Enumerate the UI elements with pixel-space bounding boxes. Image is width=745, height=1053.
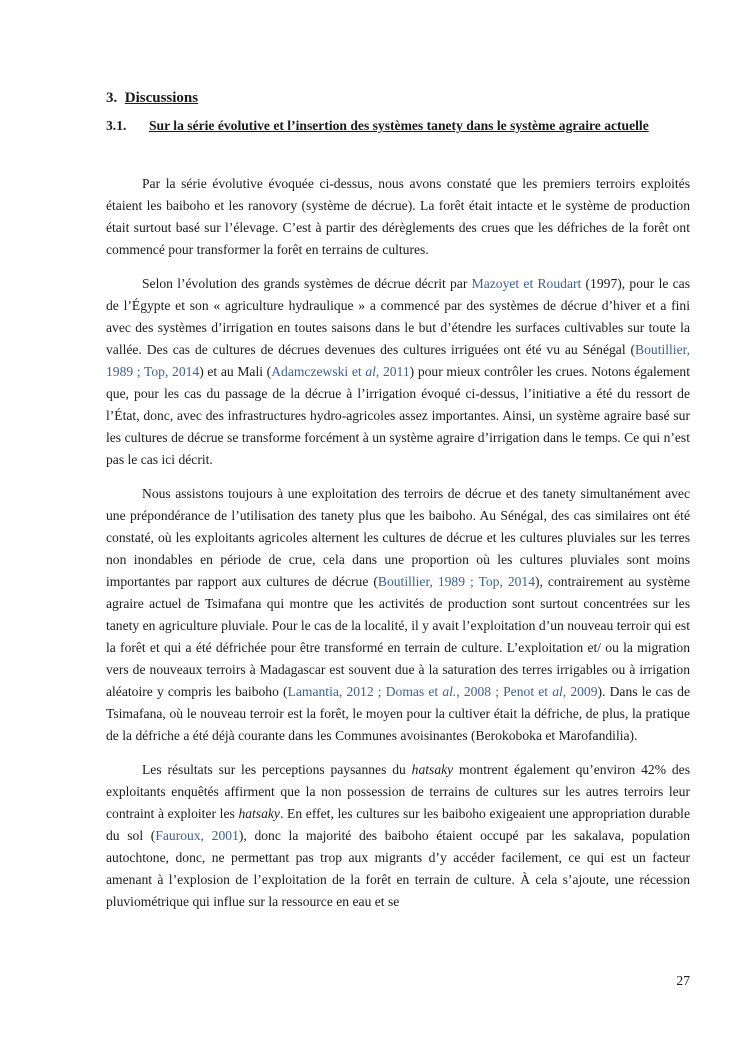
citation-text: , 2011 [375,364,410,379]
body-text [106,173,690,925]
subsection-title: Sur la série évolutive et l’insertion des systèmes tanety dans le système agraire actuelle [149,118,649,133]
paragraph-text: ) et au Mali ( [199,364,272,379]
paragraph-text: ), contrairement au système agraire actuel de Tsimafana qui montre que les activités de production sont surtout concentrées sur les tanety en agriculture pluviale. Pour le cas de la localité, il y avait l’exploitation d’un nouveau terroir qui est la forêt et qui a été défrichée pour être transformé en terrain de culture. L’exploitation et/ ou la migration vers de nouveaux terroirs à Madagascar est souvent due à la saturation des terres irrigables ou à irrigation aléatoire y compris les baiboho ( [106,574,691,699]
paragraph-text: Nous assistons toujours à une exploitation des terroirs de décrue et des tanety simultanément avec une prépondérance de l’utilisation des tanety plus que les baiboho. Au Sénégal, des cas similaires ont été constaté, où les exploitants agricoles alternent les cultures de décrue et les cultures pluviales sur les terres non inondables en période de crue, cela dans une proportion où les cultures pluviales sont moins importantes par rapport aux cultures de décrue ( [106,486,690,589]
paragraph-3 [106,483,690,747]
paragraph-2 [106,273,690,471]
citation-text: Adamczewski et [271,364,366,379]
section-title: Discussions [124,90,199,106]
citation-link[interactable]: Boutillier, 1989 ; Top, 2014 [377,574,536,589]
citation-link[interactable]: Fauroux, 2001 [155,828,239,843]
emphasis-term: hatsaky [238,806,280,821]
page-number: 27 [676,973,690,988]
section-number: 3. [106,90,118,106]
emphasis-term: hatsaky [411,762,454,777]
citation-text: , 2008 ; Penot et [456,684,553,699]
paragraph-text: Par la série évolutive évoquée ci-dessus, nous avons constaté que les premiers terroirs exploités étaient les baiboho et les ranovory (système de décrue). La forêt était intacte et le système de production était surtout basé sur l’élevage. C’est à partir des dérèglements des crues que les défriches de la forêt ont commencé pour transformer la forêt en terrains de cultures. [106,176,690,257]
subsection-number: 3.1. [106,118,127,133]
paragraph-text: ), donc la majorité des baiboho étaient occupé par les sakalava, population autochtone, donc, ne permettant pas trop aux migrants d’y accéder facilement, ce qui est un facteur amenant à l’explosion de l’exploitation de la forêt en terrain de culture. À cela s’ajoute, une récession pluviométrique qui influe sur la ressource en eau et se [106,828,691,909]
citation-link[interactable] [288,684,598,699]
citation-text: , 2009 [562,684,598,699]
section-heading [106,90,198,107]
paragraph-text: (1997), pour le cas de l’Égypte et son « agriculture hydraulique » a commencé par des systèmes de décrue d’hiver et a fini avec des systèmes d’irrigation en toutes saisons dans le but d’étendre les surfaces cultivables sur toute la vallée. Des cas de cultures de décrues devenues des cultures irriguées ont été vu au Sénégal ( [106,276,690,357]
paragraph-text: ) pour mieux contrôler les crues. Notons également que, pour les cas du passage de la décrue à l’irrigation évoqué ci-dessus, l’initiative a été du ressort de l’État, donc, avec des infrastructures hydro-agricoles assez importantes. Ainsi, un système agraire basé sur les cultures de décrue se transforme forcément à un système agraire d’irrigation dans le temps. Ce qui n’est pas le cas ici décrit. [106,364,690,467]
paragraph-text: Les résultats sur les perceptions paysannes du [142,762,412,777]
citation-link[interactable] [271,364,409,379]
citation-etal: al. [442,684,457,699]
paragraph-1 [106,173,690,261]
citation-text: Lamantia, 2012 ; Domas et [287,684,443,699]
subsection-heading [106,118,649,134]
citation-link[interactable]: Boutillier, 1989 ; Top, 2014 [106,342,690,379]
paragraph-text: Selon l’évolution des grands systèmes de décrue décrit par [142,276,472,291]
paragraph-text: montrent également qu’environ 42% des exploitants enquêtés affirment que la non possession de terrains de cultures sur les autres terroirs leur contraint à exploiter les [106,762,691,821]
citation-etal: al [552,684,563,699]
citation-link[interactable]: Mazoyet et Roudart [471,276,582,291]
citation-etal: al [365,364,376,379]
paragraph-text: ). Dans le cas de Tsimafana, où le nouveau terroir est la forêt, le moyen pour la cultiver était la défriche, de plus, la pratique de la défriche a été déjà courante dans les Communes avoisinantes (Berokoboka et Marofandilia). [106,684,690,743]
paragraph-4 [106,759,690,913]
paragraph-text: . En effet, les cultures sur les baiboho exigeaient une appropriation durable du sol ( [106,806,690,843]
